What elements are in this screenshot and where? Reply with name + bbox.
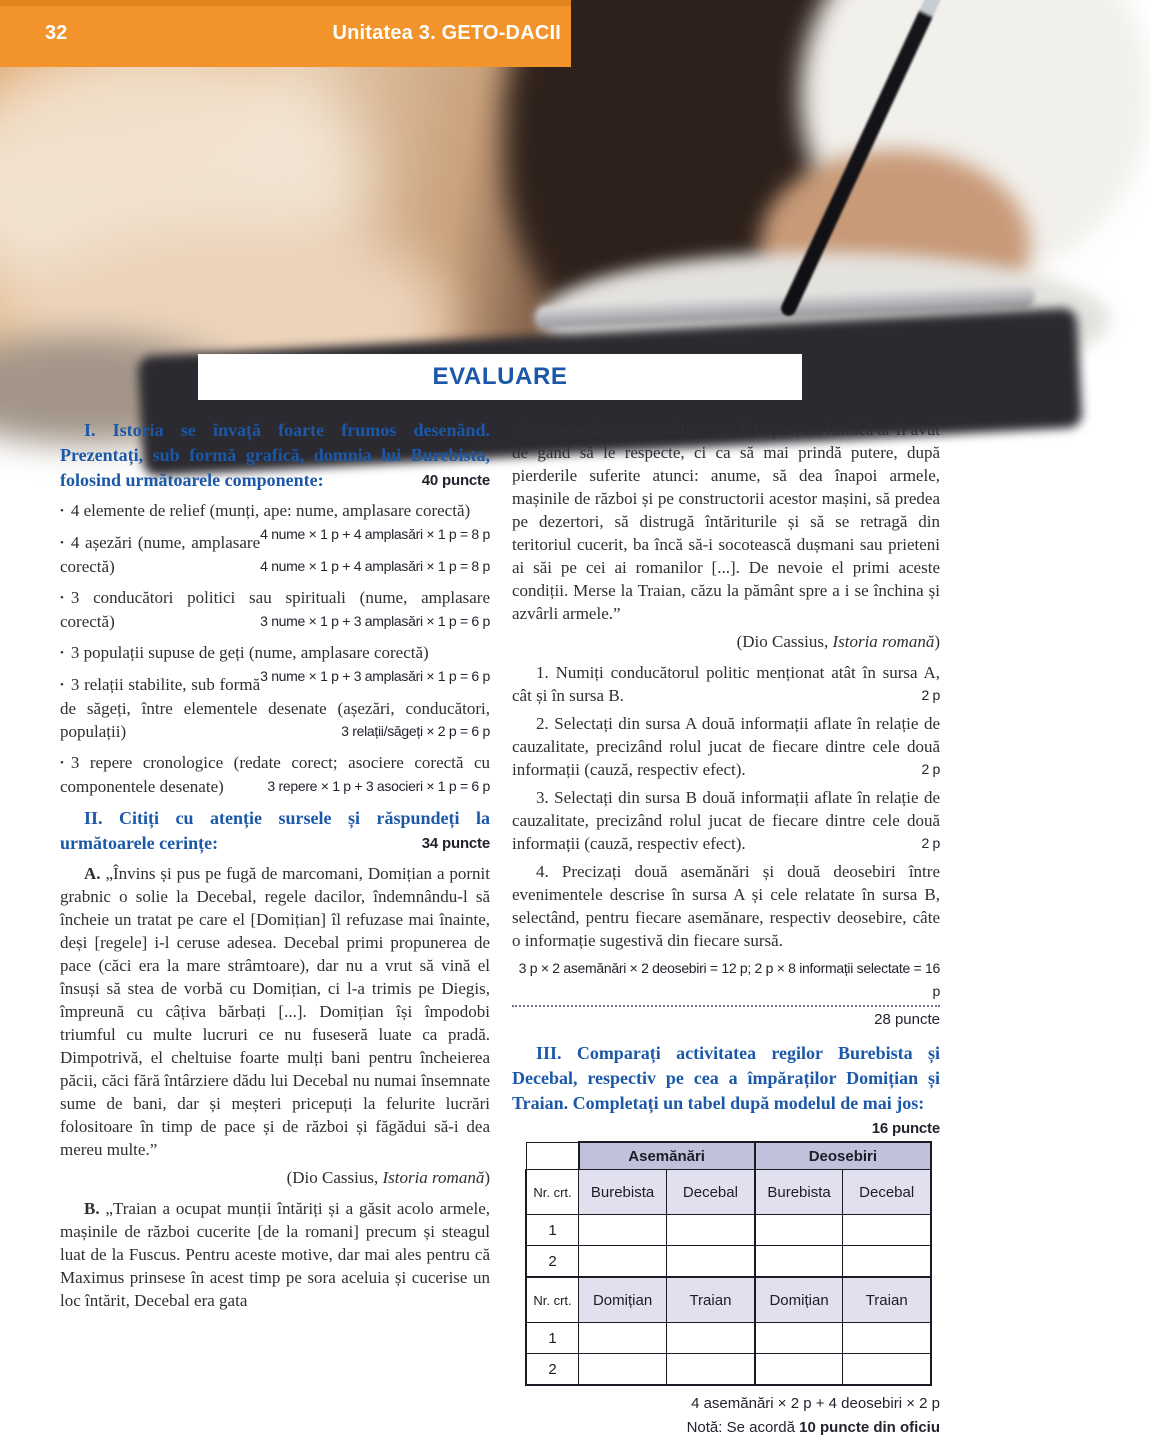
question-2 [512,712,940,781]
attribution-close: ) [484,1168,490,1187]
requirement-text: 3 populații supuse de geți (nume, amplasare corectă) [70,643,429,662]
question-text: 2. Selectați din sursa A două informații aflate în relație de cauzalitate, precizând rolul jucat de fiecare dintre cele două informații (cauză, respectiv efect). [512,714,940,779]
source-b-continuation-text: să primească orice condiții i s-ar fi impus, nu fiindcă ar fi avut de gând să le respecte, ci ca să mai prindă putere, după pierderile suferite atunci: anume, să dea înapoi armele, mașinile de război și pe constructorii acestor mașini, să predea pe dezertori, să distrugă întăriturile și să se retragă din teritoriul cucerit, ba încă să-i socotească dușmani sau prieteni ai săi pe cei ai romanilor [...]. De nevoie el primi aceste condiții. Merse la Traian, căzu la pământ spre a i se închina și azvârli armele.” [512,420,940,623]
table-row [526,1215,931,1246]
table-empty-cell [667,1215,755,1246]
table-empty-cell [667,1246,755,1278]
table-name-cell: Decebal [843,1170,931,1215]
header-bar [0,0,571,67]
section3-scoring-line: 4 asemănări × 2 p + 4 deosebiri × 2 p [691,1395,940,1412]
source-b-label: B. [84,1199,100,1218]
section2-title: II. Citiți cu atenție sursele și răspundeți la următoarele cerințe: [60,808,490,853]
table-empty-cell [579,1246,667,1278]
question-text: 3. Selectați din sursa B două informații aflate în relație de cauzalitate, precizând rolul jucat de fiecare dintre cele două informații (cauză, respectiv efect). [512,788,940,853]
requirement-text: 3 repere cronologice (redate corect; asociere corectă cu componentele desenate) [60,753,490,796]
section2-points: 34 puncte [421,835,490,852]
table-empty-cell [843,1215,931,1246]
table-name-cell: Traian [667,1277,755,1323]
bullet-icon: • [60,679,64,691]
attribution-author: (Dio Cassius, [736,632,833,651]
table-name-cell: Decebal [667,1170,755,1215]
table-name-cell: Burebista [579,1170,667,1215]
table-row [526,1323,931,1354]
evaluare-title: EVALUARE [432,363,568,390]
table-number-cell: 1 [526,1215,579,1246]
section3-heading [512,1041,940,1137]
attribution-close: ) [934,632,940,651]
source-b-paragraph [60,1197,490,1312]
requirement-item [60,751,490,798]
question-3 [512,786,940,855]
note-text: Notă: Se acordă [686,1419,800,1436]
table-empty-cell [579,1215,667,1246]
requirement-score: 3 nume × 1 p + 3 amplasări × 1 p = 6 p [260,668,490,684]
page-number: 32 [45,22,68,44]
table-empty-cell [755,1246,843,1278]
requirement-score: 3 repere × 1 p + 3 asocieri × 1 p = 6 p [267,778,490,794]
table-number-cell: 2 [526,1246,579,1278]
requirement-text: 3 conducători politici sau spirituali (nume, amplasare corectă) [60,588,490,631]
left-column [60,418,490,1317]
attribution-work: Istoria romană [382,1168,485,1187]
table-empty-cell [667,1323,755,1354]
requirement-score: 4 nume × 1 p + 4 amplasări × 1 p = 8 p [260,558,490,574]
section3-points: 16 puncte [871,1120,940,1137]
attribution-work: Istoria romană [832,632,935,651]
section1-title: I. Istoria se învață foarte frumos desenând. Prezentați, sub formă grafică, domnia lui Burebista, folosind următoarele componente: [60,420,490,490]
section3-note [512,1416,940,1439]
attribution-author: (Dio Cassius, [286,1168,383,1187]
table-empty-cell [755,1323,843,1354]
requirement-score: 4 nume × 1 p + 4 amplasări × 1 p = 8 p [260,526,490,542]
question-4 [512,860,940,952]
table-row [526,1246,931,1278]
table-empty-cell [755,1354,843,1386]
table-number-cell: 1 [526,1323,579,1354]
section2-heading [60,806,490,856]
table-row-header: Nr. crt. [526,1277,579,1323]
question-points: 2 p [921,835,940,851]
source-a-text: „Învins și pus pe fugă de marcomani, Domițian a pornit grabnic o solie la Decebal, regele dacilor, îndemnându-l să încheie un tratat pe care el [Domițian] îl refuzase mai înainte, deși [regele] i-l ceruse adesea. Decebal primi propunerea de pace (căci era la mare strâmtoare), dar nu a vrut să vină el însuși să stea de vorbă cu Domițian, ci l-a trimis pe Diegis, împreună cu câțiva bărbați [...]. Domițian își împodobi triumful cu multe lucruri ce nu fuseseră luate ca pradă. Dimpotrivă, el cheltuise foarte mulți bani pentru încheierea păcii, căci fără întârziere dădu lui Decebal nu numai însemnate sume de bani, dar și meșteri pricepuți la felurite lucrări folositoare în timp de pace și de război și făgădui să-i dea mereu multe.” [60,864,491,1159]
question-text: 1. Numiți conducătorul politic menționat atât în sursa A, cât și în sursa B. [512,663,940,705]
table-names-row [526,1277,931,1323]
question-points: 2 p [921,761,940,777]
table-number-cell: 2 [526,1354,579,1386]
requirement-text: 3 relații stabilite, sub formă de săgeți, între elementele desenate (așezări, conducători, populații) [60,675,490,741]
table-empty-cell [579,1354,667,1386]
table-empty-cell [755,1215,843,1246]
table-col-header: Deosebiri [755,1142,931,1170]
evaluare-banner [198,354,802,400]
bullet-icon: • [60,757,64,769]
question-points: 2 p [921,687,940,703]
right-column [512,418,940,1440]
table-header-row [526,1142,931,1170]
section2-subtotal: 28 puncte [874,1011,940,1028]
bullet-icon: • [60,592,64,604]
source-b-attribution [512,630,940,653]
question-1 [512,661,940,707]
note-bold-text: 10 puncte din oficiu [799,1419,940,1436]
bullet-icon: • [60,537,64,549]
table-empty-cell [843,1323,931,1354]
section1-points: 40 puncte [421,472,490,489]
table-name-cell: Domițian [579,1277,667,1323]
bullet-icon: • [60,647,64,659]
bullet-icon: • [60,505,64,517]
section1-heading [60,418,490,493]
requirement-text: 4 elemente de relief (munți, ape: nume, amplasare corectă) [70,501,471,520]
section3-title: III. Comparați activitatea regilor Burebista și Decebal, respectiv pe cea a împăraților Domițian și Traian. Completați un tabel după modelul de mai jos: [512,1043,940,1113]
table-names-row [526,1170,931,1215]
question-text: 4. Precizați două asemănări și două deosebiri între evenimentele descrise în sursa A și cele relatate în sursa B, selectând, pentru fiecare asemănare, respectiv deosebire, câte o informație sugestivă din fiecare sursă. [512,862,940,950]
requirement-score: 3 nume × 1 p + 3 amplasări × 1 p = 6 p [260,613,490,629]
table-corner-cell [526,1142,579,1170]
table-row [526,1354,931,1386]
table-col-header: Asemănări [579,1142,755,1170]
table-empty-cell [843,1246,931,1278]
table-empty-cell [843,1354,931,1386]
table-name-cell: Burebista [755,1170,843,1215]
requirement-item [60,499,490,542]
source-a-paragraph [60,862,490,1161]
requirement-item [60,586,490,633]
table-name-cell: Traian [843,1277,931,1323]
source-b-text: „Traian a ocupat munții întăriți și a găsit acolo armele, mașinile de război cucerite [de la romani] precum și steagul luat de la Fuscus. Pentru aceste motive, dar mai ales pentru că Maximus prinsese în acest timp pe sora aceluia și cucerise un loc întărit, Decebal era gata [60,1199,490,1310]
requirement-score: 3 relații/săgeți × 2 p = 6 p [341,723,490,739]
source-b-continuation [512,418,940,625]
source-a-attribution [60,1166,490,1189]
requirement-item [60,641,490,684]
table-row-header: Nr. crt. [526,1170,579,1215]
requirement-text: 4 așezări (nume, amplasare corectă) [60,533,261,576]
comparison-table [525,1141,932,1386]
table-name-cell: Domițian [755,1277,843,1323]
unit-title: Unitatea 3. GETO-DACII [332,22,561,44]
section2-scoring-line: 3 p × 2 asemănări × 2 deosebiri = 12 p; 2 p × 8 informații selectate = 16 p [512,957,940,1007]
table-empty-cell [667,1354,755,1386]
source-a-label: A. [84,864,101,883]
table-empty-cell [579,1323,667,1354]
